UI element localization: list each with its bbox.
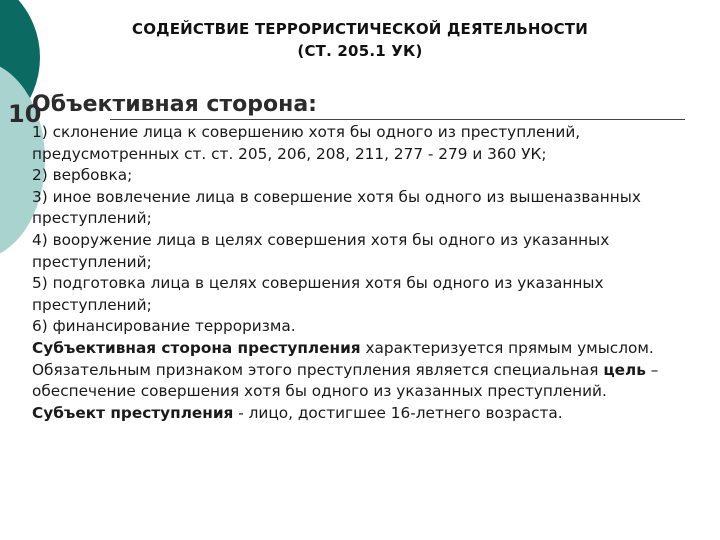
subject-term: Субъект преступления <box>32 403 234 422</box>
list-item: 1) склонение лица к совершению хотя бы одного из преступлений, предусмотренных ст. ст. 205, 206, 208, 211, 277 - 279 и 360 УК; <box>32 123 581 163</box>
subject-text: - лицо, достигшее 16-летнего возраста. <box>233 403 563 422</box>
list-item: 4) вооружение лица в целях совершения хотя бы одного из указанных преступлений; <box>32 230 610 271</box>
section-heading: Объективная сторона: <box>32 92 317 117</box>
purpose-text-before: Обязательным признаком этого преступления является специальная <box>32 360 604 379</box>
subjective-side-text: характеризуется прямым умыслом. <box>360 338 654 357</box>
list-item: 3) иное вовлечение лица в совершение хотя бы одного из вышеназванных преступлений; <box>32 187 641 228</box>
body-text <box>32 122 704 424</box>
list-item: 2) вербовка; <box>32 166 133 185</box>
list-item: 6) финансирование терроризма. <box>32 317 296 336</box>
slide-title <box>60 18 660 62</box>
subjective-side-term: Субъективная сторона преступления <box>32 338 361 357</box>
slide-number: 10 <box>8 100 42 128</box>
purpose-text-after: – обеспечение совершения хотя бы одного из указанных преступлений. <box>32 360 659 401</box>
list-item: 5) подготовка лица в целях совершения хотя бы одного из указанных преступлений; <box>32 274 604 314</box>
subject-paragraph <box>32 403 704 425</box>
subjective-side-paragraph <box>32 338 704 360</box>
slide-title-line2: (СТ. 205.1 УК) <box>297 42 423 60</box>
purpose-paragraph <box>32 360 704 403</box>
slide-title-line1: СОДЕЙСТВИЕ ТЕРРОРИСТИЧЕСКОЙ ДЕЯТЕЛЬНОСТИ <box>132 20 588 38</box>
purpose-term: цель <box>603 360 646 379</box>
heading-underline <box>110 119 685 120</box>
